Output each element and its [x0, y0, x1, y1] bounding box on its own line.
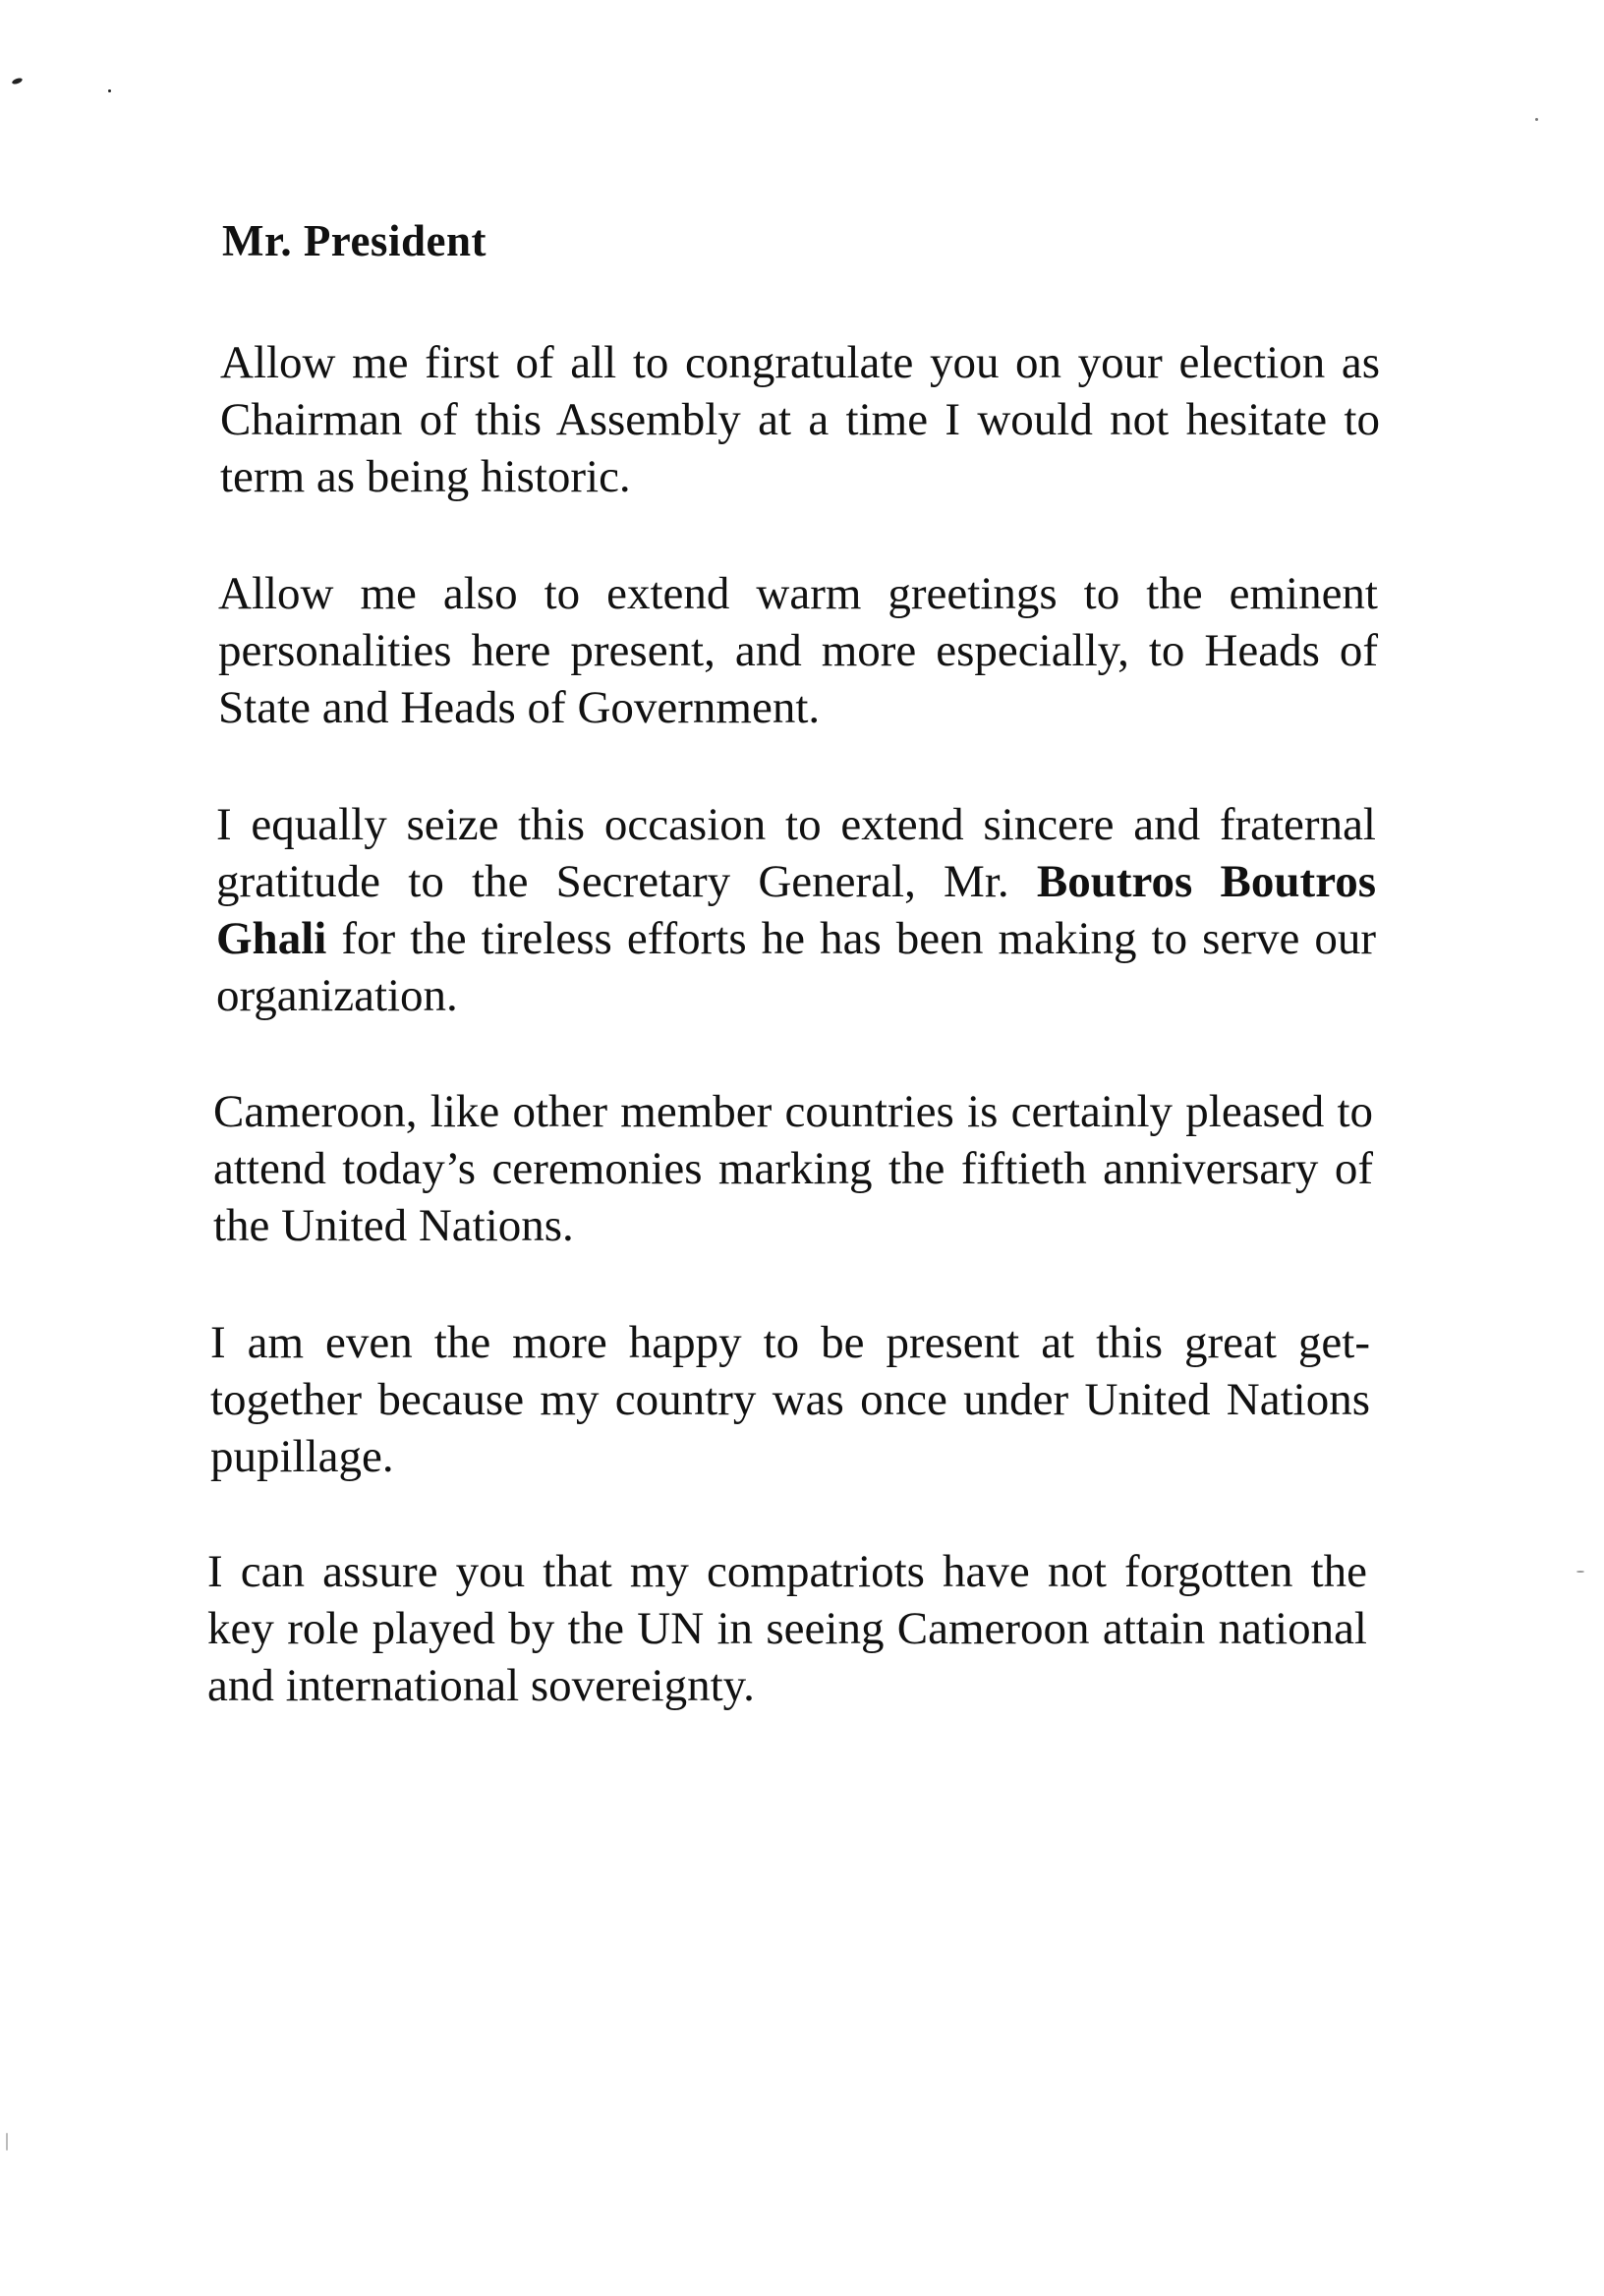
paragraph-sovereignty: I can assure you that my compatriots have not forgotten the key role played by the UN in seeing Cameroon attain national and international sovereignty.: [207, 1546, 1367, 1711]
paragraph-congratulations: Allow me first of all to congratulate you on your election as Chairman of this Assembly at a time I would not hesitate to term as being historic.: [220, 337, 1380, 502]
salutation: Mr. President: [222, 216, 487, 265]
paragraph-gratitude: [216, 796, 1376, 1024]
paragraph-pupillage: I am even the more happy to be present at this great get-together because my country was once under United Nations pupillage.: [210, 1317, 1370, 1482]
gratitude-text-after: for the tireless efforts he has been making to serve our organization.: [216, 913, 1376, 1021]
scan-speck: [108, 89, 111, 92]
paragraph-greetings: Allow me also to extend warm greetings to the eminent personalities here present, and more especially, to Heads of State and Heads of Government.: [218, 568, 1378, 733]
gratitude-text-before: I equally seize this occasion to extend sincere and fraternal gratitude to the Secretary General, Mr.: [216, 799, 1376, 907]
secretary-general-name: Boutros Boutros Ghali: [216, 856, 1376, 964]
scan-speck: [1535, 118, 1538, 121]
scan-speck: [1576, 1571, 1584, 1573]
scan-speck: [11, 77, 23, 85]
paragraph-anniversary: Cameroon, like other member countries is certainly pleased to attend today’s ceremonies marking the fiftieth anniversary of the United Nations.: [213, 1086, 1373, 1251]
scan-speck: [6, 2133, 8, 2151]
